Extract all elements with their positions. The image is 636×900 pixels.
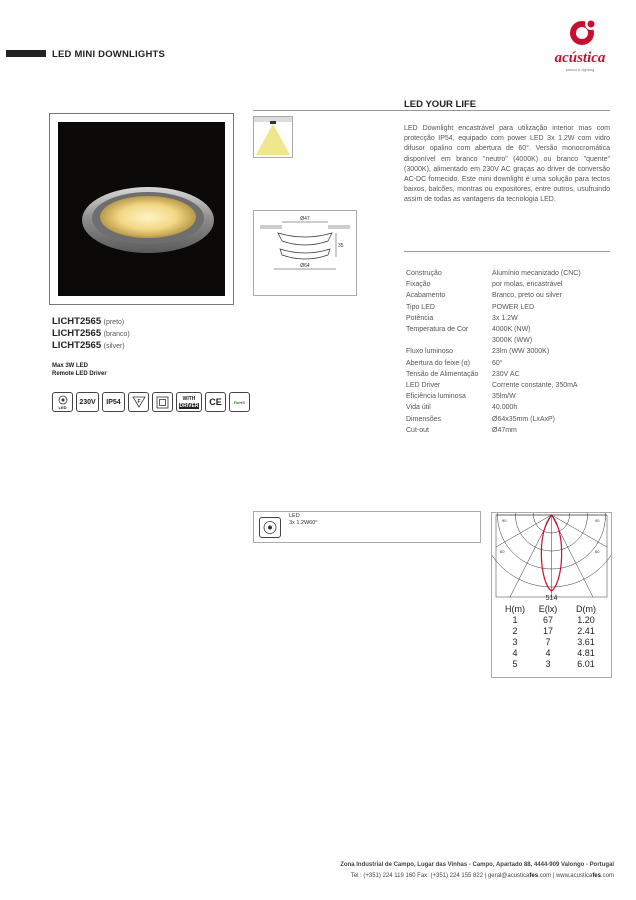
model-item: LICHT2565 (branco) — [52, 328, 130, 339]
footer-address: Zona Industrial de Campo, Lugar das Vinhas - Campo, Apartado 88, 4444-909 Valongo - Portugal — [340, 862, 614, 868]
spec-value: POWER LED — [492, 303, 535, 311]
led-info-box — [253, 511, 481, 543]
svg-text:60: 60 — [595, 549, 600, 554]
section-title: LED YOUR LIFE — [404, 99, 477, 110]
footer-contact: Tel : (+351) 224 119 160 Fax: (+351) 224 155 822 | geral@acusticafes.com | www.acusticafes.com — [350, 873, 614, 879]
spec-key: Acabamento — [406, 292, 446, 300]
polar-chart — [492, 513, 611, 601]
photometric-diagram — [491, 512, 612, 678]
spec-row — [406, 380, 616, 391]
led-icon — [259, 517, 281, 538]
model-list — [52, 316, 130, 352]
table-cell: 4.81 — [577, 648, 595, 658]
spec-value: por molas, encastrável — [492, 281, 563, 289]
spec-key: Dimensões — [406, 415, 442, 423]
product-photo — [49, 113, 234, 305]
peak-value: 514 — [545, 595, 558, 602]
table-cell: 3.61 — [577, 637, 595, 647]
spec-row — [406, 402, 616, 413]
logo-tagline: sound & lighting — [565, 67, 595, 72]
spec-value: 23lm (WW 3000K) — [492, 348, 550, 356]
spec-row — [406, 290, 616, 301]
spec-value: 3000K (WW) — [492, 337, 533, 345]
spec-row — [406, 414, 616, 425]
spec-value: 40.000h — [492, 404, 518, 412]
brand-logo — [540, 16, 620, 70]
spec-key: Tensão de Alimentação — [406, 370, 479, 378]
logo-mark-icon — [540, 16, 620, 52]
header-bar — [6, 50, 46, 57]
class-ii-icon — [152, 392, 173, 412]
table-cell: 5 — [512, 659, 518, 669]
spec-key: Eficiência luminosa — [406, 393, 466, 401]
table-row — [500, 604, 608, 615]
svg-text:90: 90 — [595, 518, 600, 523]
ip-rating-icon: IP54 — [102, 392, 125, 412]
beam-angle-icon — [253, 116, 293, 158]
illuminance-table — [500, 604, 608, 670]
table-cell: 67 — [542, 615, 553, 625]
rohs-icon: RoHS — [229, 392, 250, 412]
table-cell: 2.41 — [577, 626, 595, 636]
table-row — [500, 659, 608, 670]
dimension-drawing — [253, 210, 357, 296]
certification-icons — [52, 392, 250, 412]
spec-key — [406, 335, 492, 346]
spec-key: Temperatura de Cor — [406, 326, 469, 334]
spec-row — [406, 369, 616, 380]
spec-row — [406, 324, 616, 335]
table-cell: 3 — [512, 637, 518, 647]
dim-side: 35 — [338, 243, 344, 249]
model-item: LICHT2565 (preto) — [52, 316, 125, 327]
table-cell: 1.20 — [577, 615, 595, 625]
spec-row — [406, 346, 616, 357]
dim-top: Ø47 — [300, 216, 310, 222]
spec-row — [406, 358, 616, 369]
spec-row — [406, 425, 616, 436]
product-description: LED Downlight encastrável para utilização interior mas com protecção IP54, equipado com power LED 3x 1.2W com vidro difusor opalino com abertura de 60°. Versão monocromática disponível em branco "neutro" (4000K) ou branco "quente" (3000K), alimentado em 230V AC graças ao driver de conversão AC-DC fornecido. Este mini downlight é uma solução para tectos baixos, balcões, montras ou expositores, entre outros, usufruindo assim de todas as vantagens da tecnologia LED. — [404, 125, 610, 204]
spec-key: Cut-out — [406, 426, 429, 434]
logo-word: acústica — [554, 50, 606, 66]
table-cell: 7 — [545, 637, 551, 647]
spec-key: Potência — [406, 314, 434, 322]
spec-value: Ø64x35mm (LxAxP) — [492, 415, 556, 423]
spec-key: LED Driver — [406, 382, 441, 390]
svg-text:90: 90 — [502, 518, 507, 523]
page-title: LED MINI DOWNLIGHTS — [52, 49, 166, 60]
spec-key: Vida útil — [406, 404, 431, 412]
svg-text:60: 60 — [500, 549, 505, 554]
spec-key: Fluxo luminoso — [406, 348, 454, 356]
spec-row — [406, 335, 616, 346]
table-cell: 1 — [512, 615, 518, 625]
spec-value: Ø47mm — [492, 426, 517, 434]
table-cell: H(m) — [505, 604, 525, 614]
spec-key: Construção — [406, 270, 442, 277]
dim-bottom: Ø64 — [300, 263, 310, 269]
table-cell: 2 — [512, 626, 518, 636]
voltage-icon: 230V — [76, 392, 99, 412]
spec-value: 3x 1.2W — [492, 314, 518, 322]
spec-row — [406, 313, 616, 324]
spec-key: Fixação — [406, 281, 431, 289]
table-cell: 4 — [545, 648, 551, 658]
divider — [253, 110, 610, 111]
led-icon: LED — [52, 392, 73, 412]
svg-text:F: F — [136, 399, 141, 405]
spec-value: Alumínio mecanizado (CNC) — [492, 270, 581, 277]
spec-key: Tipo LED — [406, 303, 435, 311]
spec-row — [406, 302, 616, 313]
divider — [404, 251, 610, 252]
table-cell: E(lx) — [538, 604, 558, 614]
model-item: LICHT2565 (silver) — [52, 340, 125, 351]
table-row — [500, 648, 608, 659]
led-spec: 3x 1.2W60° — [289, 520, 318, 526]
table-cell: D(m) — [576, 604, 596, 614]
spec-row — [406, 391, 616, 402]
f-mark-icon — [128, 392, 149, 412]
spec-table — [406, 268, 616, 436]
spec-value: 4000K (NW) — [492, 326, 531, 334]
spec-key: Abertura do feixe (α) — [406, 359, 470, 367]
spec-value: Corrente constante, 350mA — [492, 382, 578, 390]
downlight-image — [58, 122, 225, 296]
spec-value: 60° — [492, 359, 503, 367]
spec-row — [406, 268, 616, 279]
table-cell: 17 — [542, 626, 553, 636]
spec-value: 230V AC — [492, 370, 520, 378]
spec-value: 35lm/W — [492, 393, 516, 401]
table-cell: 4 — [512, 648, 518, 658]
table-row — [500, 637, 608, 648]
table-cell: 3 — [545, 659, 551, 669]
table-cell: 6.01 — [577, 659, 595, 669]
table-row — [500, 626, 608, 637]
spec-value: Branco, preto ou silver — [492, 292, 563, 300]
ce-icon: CE — [205, 392, 226, 412]
spec-row — [406, 279, 616, 290]
table-row — [500, 615, 608, 626]
max-info: Max 3W LED Remote LED Driver — [52, 363, 107, 377]
driver-icon: WITH DRIVER — [176, 392, 202, 412]
led-label: LED — [289, 513, 300, 519]
